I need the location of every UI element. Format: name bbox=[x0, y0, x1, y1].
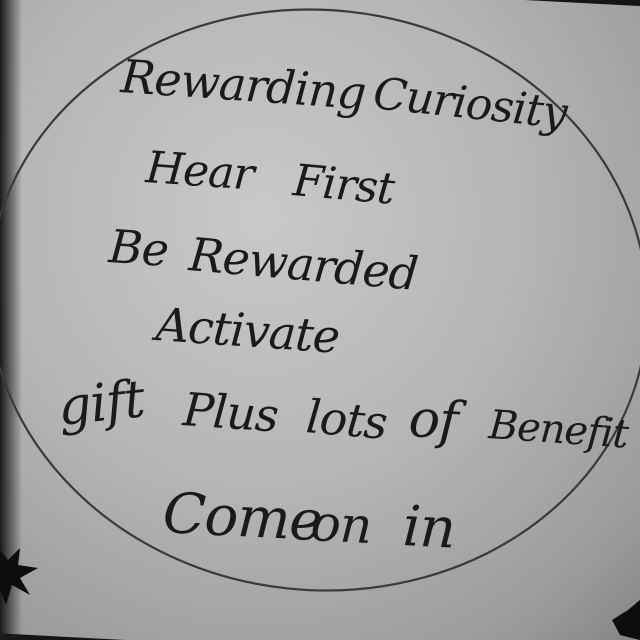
text-in: in bbox=[401, 494, 457, 562]
text-first: First bbox=[291, 155, 397, 215]
text-come: Come bbox=[161, 481, 324, 555]
text-gift: gift bbox=[55, 369, 147, 438]
text-on: on bbox=[309, 494, 373, 556]
text-curiosity: Curiosity bbox=[370, 68, 569, 140]
text-rewarded: Rewarded bbox=[187, 227, 420, 301]
text-plus: Plus bbox=[181, 382, 280, 443]
text-be: Be bbox=[107, 219, 170, 278]
text-rewarding: Rewarding bbox=[119, 49, 368, 121]
text-hear: Hear bbox=[144, 142, 256, 201]
text-lots: lots bbox=[304, 389, 389, 450]
text-benefit: Benefit bbox=[487, 402, 630, 458]
corner-mark-right bbox=[612, 600, 640, 640]
text-activate: Activate bbox=[154, 297, 341, 364]
text-of: of bbox=[407, 389, 459, 452]
corner-mark-left bbox=[0, 548, 38, 605]
